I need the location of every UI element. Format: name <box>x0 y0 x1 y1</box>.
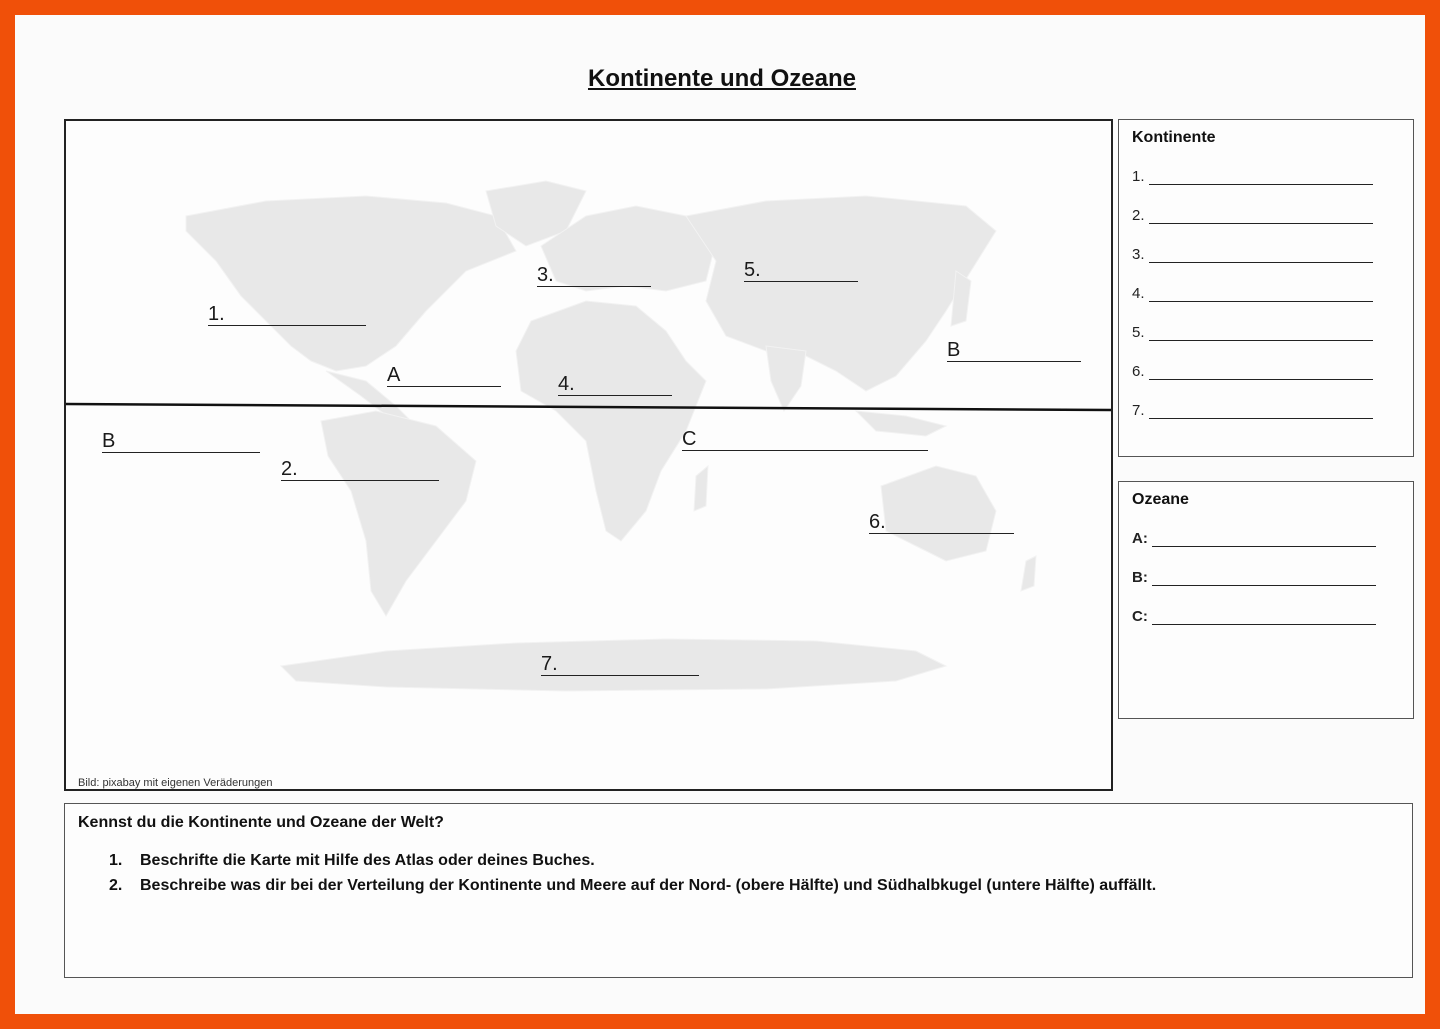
continent-row[interactable] <box>1132 324 1373 341</box>
map-label-2[interactable]: 2. <box>281 458 439 481</box>
map-label-ocean-b-left[interactable]: B <box>102 430 260 453</box>
map-label-5[interactable]: 5. <box>744 259 858 282</box>
world-map <box>64 119 1113 791</box>
answer-line[interactable] <box>1152 571 1376 586</box>
task-item <box>109 877 1156 895</box>
task-number: 1. <box>109 852 123 869</box>
continent-row[interactable] <box>1132 207 1373 224</box>
worksheet <box>15 15 1425 1014</box>
continent-number: 3. <box>1132 246 1145 263</box>
continent-number: 6. <box>1132 363 1145 380</box>
ocean-letter: B: <box>1132 569 1148 586</box>
continent-row[interactable] <box>1132 402 1373 419</box>
map-label-7[interactable]: 7. <box>541 653 699 676</box>
north-america-shape <box>186 196 516 371</box>
ocean-row[interactable] <box>1132 530 1376 547</box>
map-label-6[interactable]: 6. <box>869 511 1014 534</box>
map-label-ocean-a[interactable]: A <box>387 364 501 387</box>
map-label-ocean-b-right[interactable]: B <box>947 339 1081 362</box>
continent-number: 2. <box>1132 207 1145 224</box>
answer-line[interactable] <box>1149 326 1373 341</box>
answer-line[interactable] <box>1152 610 1376 625</box>
ocean-letter: C: <box>1132 608 1148 625</box>
continent-number: 1. <box>1132 168 1145 185</box>
new-zealand-shape <box>1021 556 1036 591</box>
continent-number: 7. <box>1132 402 1145 419</box>
madagascar-shape <box>694 466 708 511</box>
oceans-panel <box>1118 481 1414 719</box>
task-text: Beschreibe was dir bei der Verteilung der Kontinente und Meere auf der Nord- (obere Hälfte) und Südhalbkugel (untere Hälfte) auffällt. <box>140 877 1157 894</box>
answer-line[interactable] <box>1149 170 1373 185</box>
africa-shape <box>516 301 706 541</box>
answer-line[interactable] <box>1149 248 1373 263</box>
ocean-row[interactable] <box>1132 608 1376 625</box>
ocean-row[interactable] <box>1132 569 1376 586</box>
continent-number: 4. <box>1132 285 1145 302</box>
answer-line[interactable] <box>1152 532 1376 547</box>
tasks-question: Kennst du die Kontinente und Ozeane der Welt? <box>78 814 444 831</box>
continents-panel <box>1118 119 1414 457</box>
continent-row[interactable] <box>1132 168 1373 185</box>
task-item <box>109 852 595 870</box>
image-credit: Bild: pixabay mit eigenen Veräderungen <box>78 777 273 789</box>
map-label-4[interactable]: 4. <box>558 373 672 396</box>
page-title: Kontinente und Ozeane <box>587 65 856 92</box>
continent-row[interactable] <box>1132 285 1373 302</box>
task-number: 2. <box>109 877 123 894</box>
answer-line[interactable] <box>1149 209 1373 224</box>
india-shape <box>766 346 806 411</box>
continents-heading: Kontinente <box>1132 129 1216 146</box>
continent-row[interactable] <box>1132 246 1373 263</box>
oceans-heading: Ozeane <box>1132 491 1189 508</box>
map-label-3[interactable]: 3. <box>537 264 651 287</box>
continent-row[interactable] <box>1132 363 1373 380</box>
map-label-1[interactable]: 1. <box>208 303 366 326</box>
answer-line[interactable] <box>1149 287 1373 302</box>
world-map-graphic <box>66 121 1111 789</box>
answer-line[interactable] <box>1149 404 1373 419</box>
map-label-ocean-c[interactable]: C <box>682 428 928 451</box>
south-america-shape <box>321 411 476 616</box>
ocean-letter: A: <box>1132 530 1148 547</box>
tasks-box <box>64 803 1413 978</box>
task-text: Beschrifte die Karte mit Hilfe des Atlas oder deines Buches. <box>140 852 595 869</box>
continent-number: 5. <box>1132 324 1145 341</box>
answer-line[interactable] <box>1149 365 1373 380</box>
